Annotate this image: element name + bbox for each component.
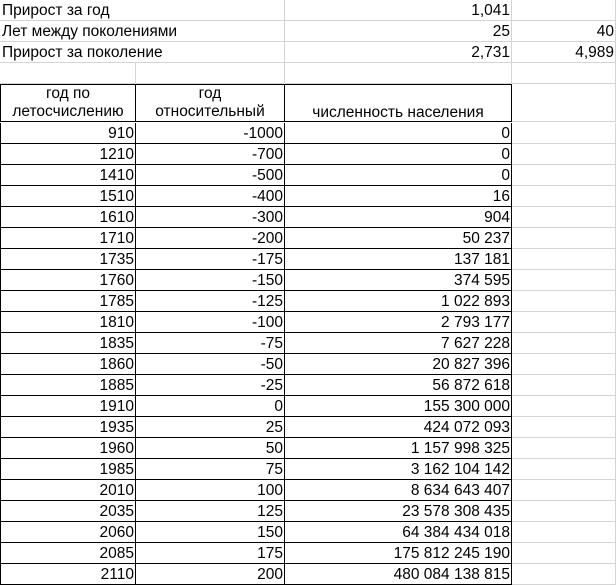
relative-year-cell[interactable]: -75 [136,333,285,354]
population-cell[interactable]: 0 [285,165,512,186]
summary-label-cell[interactable]: Прирост за год [0,0,285,21]
empty-cell[interactable] [512,84,616,122]
year-cell[interactable]: 1735 [0,249,136,270]
relative-year-cell[interactable]: -1000 [136,123,285,144]
population-cell[interactable]: 64 384 434 018 [285,522,512,543]
relative-year-cell[interactable]: -175 [136,249,285,270]
empty-cell[interactable] [512,375,616,396]
empty-cell[interactable] [512,333,616,354]
relative-year-cell[interactable]: 125 [136,501,285,522]
summary-value-cell[interactable]: 25 [285,21,512,42]
year-cell[interactable]: 2085 [0,543,136,564]
population-cell[interactable]: 16 [285,186,512,207]
empty-cell[interactable] [512,312,616,333]
relative-year-cell[interactable]: -300 [136,207,285,228]
population-cell[interactable]: 480 084 138 815 [285,564,512,585]
empty-cell[interactable] [512,186,616,207]
year-cell[interactable]: 910 [0,123,136,144]
year-cell[interactable]: 2035 [0,501,136,522]
relative-year-cell[interactable]: 100 [136,480,285,501]
empty-cell[interactable] [512,63,616,84]
relative-year-cell[interactable]: -125 [136,291,285,312]
year-cell[interactable]: 2110 [0,564,136,585]
summary-value-cell[interactable] [512,0,616,21]
header-year[interactable] [0,84,136,122]
empty-cell[interactable] [512,438,616,459]
relative-year-cell[interactable]: -200 [136,228,285,249]
empty-cell[interactable] [285,63,512,84]
summary-label-cell[interactable]: Прирост за поколение [0,42,285,63]
relative-year-cell[interactable]: 75 [136,459,285,480]
population-cell[interactable]: 2 793 177 [285,312,512,333]
header-year-line: год по [46,85,90,102]
relative-year-cell[interactable]: -25 [136,375,285,396]
relative-year-cell[interactable]: -100 [136,312,285,333]
population-cell[interactable]: 3 162 104 142 [285,459,512,480]
relative-year-cell[interactable]: -50 [136,354,285,375]
year-cell[interactable]: 1885 [0,375,136,396]
relative-year-cell[interactable]: 200 [136,564,285,585]
year-cell[interactable]: 1985 [0,459,136,480]
population-cell[interactable]: 0 [285,123,512,144]
population-cell[interactable]: 0 [285,144,512,165]
empty-cell[interactable] [512,270,616,291]
population-cell[interactable]: 374 595 [285,270,512,291]
empty-cell[interactable] [512,144,616,165]
population-cell[interactable]: 137 181 [285,249,512,270]
header-relative-year[interactable] [136,84,285,122]
year-cell[interactable]: 1510 [0,186,136,207]
population-cell[interactable]: 175 812 245 190 [285,543,512,564]
relative-year-cell[interactable]: -150 [136,270,285,291]
empty-cell[interactable] [512,291,616,312]
relative-year-cell[interactable]: 25 [136,417,285,438]
summary-value-cell[interactable]: 2,731 [285,42,512,63]
year-cell[interactable]: 2060 [0,522,136,543]
header-relative-year-line: год [198,85,222,102]
population-cell[interactable]: 1 157 998 325 [285,438,512,459]
year-cell[interactable]: 1860 [0,354,136,375]
empty-cell[interactable] [512,459,616,480]
header-population[interactable]: численность населения [285,84,512,122]
empty-cell[interactable] [512,501,616,522]
year-cell[interactable]: 1610 [0,207,136,228]
population-cell[interactable]: 155 300 000 [285,396,512,417]
relative-year-cell[interactable]: -500 [136,165,285,186]
empty-cell[interactable] [512,207,616,228]
year-cell[interactable]: 1210 [0,144,136,165]
empty-cell[interactable] [512,480,616,501]
relative-year-cell[interactable]: 50 [136,438,285,459]
summary-value-cell[interactable]: 4,989 [512,42,616,63]
relative-year-cell[interactable]: 175 [136,543,285,564]
year-cell[interactable]: 1810 [0,312,136,333]
relative-year-cell[interactable]: -400 [136,186,285,207]
empty-cell[interactable] [0,63,136,84]
summary-value-cell[interactable]: 40 [512,21,616,42]
empty-cell[interactable] [512,249,616,270]
year-cell[interactable]: 1835 [0,333,136,354]
year-cell[interactable]: 1960 [0,438,136,459]
empty-cell[interactable] [512,417,616,438]
relative-year-cell[interactable]: 150 [136,522,285,543]
empty-cell[interactable] [512,123,616,144]
header-relative-year-line: относительный [155,103,265,120]
population-cell[interactable]: 8 634 643 407 [285,480,512,501]
population-cell[interactable]: 56 872 618 [285,375,512,396]
year-cell[interactable]: 1910 [0,396,136,417]
population-cell[interactable]: 23 578 308 435 [285,501,512,522]
summary-label-cell[interactable]: Лет между поколениями [0,21,285,42]
population-cell[interactable]: 1 022 893 [285,291,512,312]
population-cell[interactable]: 20 827 396 [285,354,512,375]
empty-cell[interactable] [512,543,616,564]
empty-cell[interactable] [512,354,616,375]
year-cell[interactable]: 1410 [0,165,136,186]
empty-cell[interactable] [512,522,616,543]
empty-cell[interactable] [512,165,616,186]
relative-year-cell[interactable]: -700 [136,144,285,165]
year-cell[interactable]: 1935 [0,417,136,438]
empty-cell[interactable] [512,396,616,417]
header-year-line: летосчислению [12,103,124,120]
empty-cell[interactable] [512,564,616,585]
empty-cell[interactable] [136,63,285,84]
summary-value-cell[interactable]: 1,041 [285,0,512,21]
year-cell[interactable]: 1710 [0,228,136,249]
relative-year-cell[interactable]: 0 [136,396,285,417]
population-cell[interactable]: 904 [285,207,512,228]
year-cell[interactable]: 1785 [0,291,136,312]
population-cell[interactable]: 7 627 228 [285,333,512,354]
population-cell[interactable]: 424 072 093 [285,417,512,438]
year-cell[interactable]: 2010 [0,480,136,501]
population-cell[interactable]: 50 237 [285,228,512,249]
year-cell[interactable]: 1760 [0,270,136,291]
empty-cell[interactable] [512,228,616,249]
